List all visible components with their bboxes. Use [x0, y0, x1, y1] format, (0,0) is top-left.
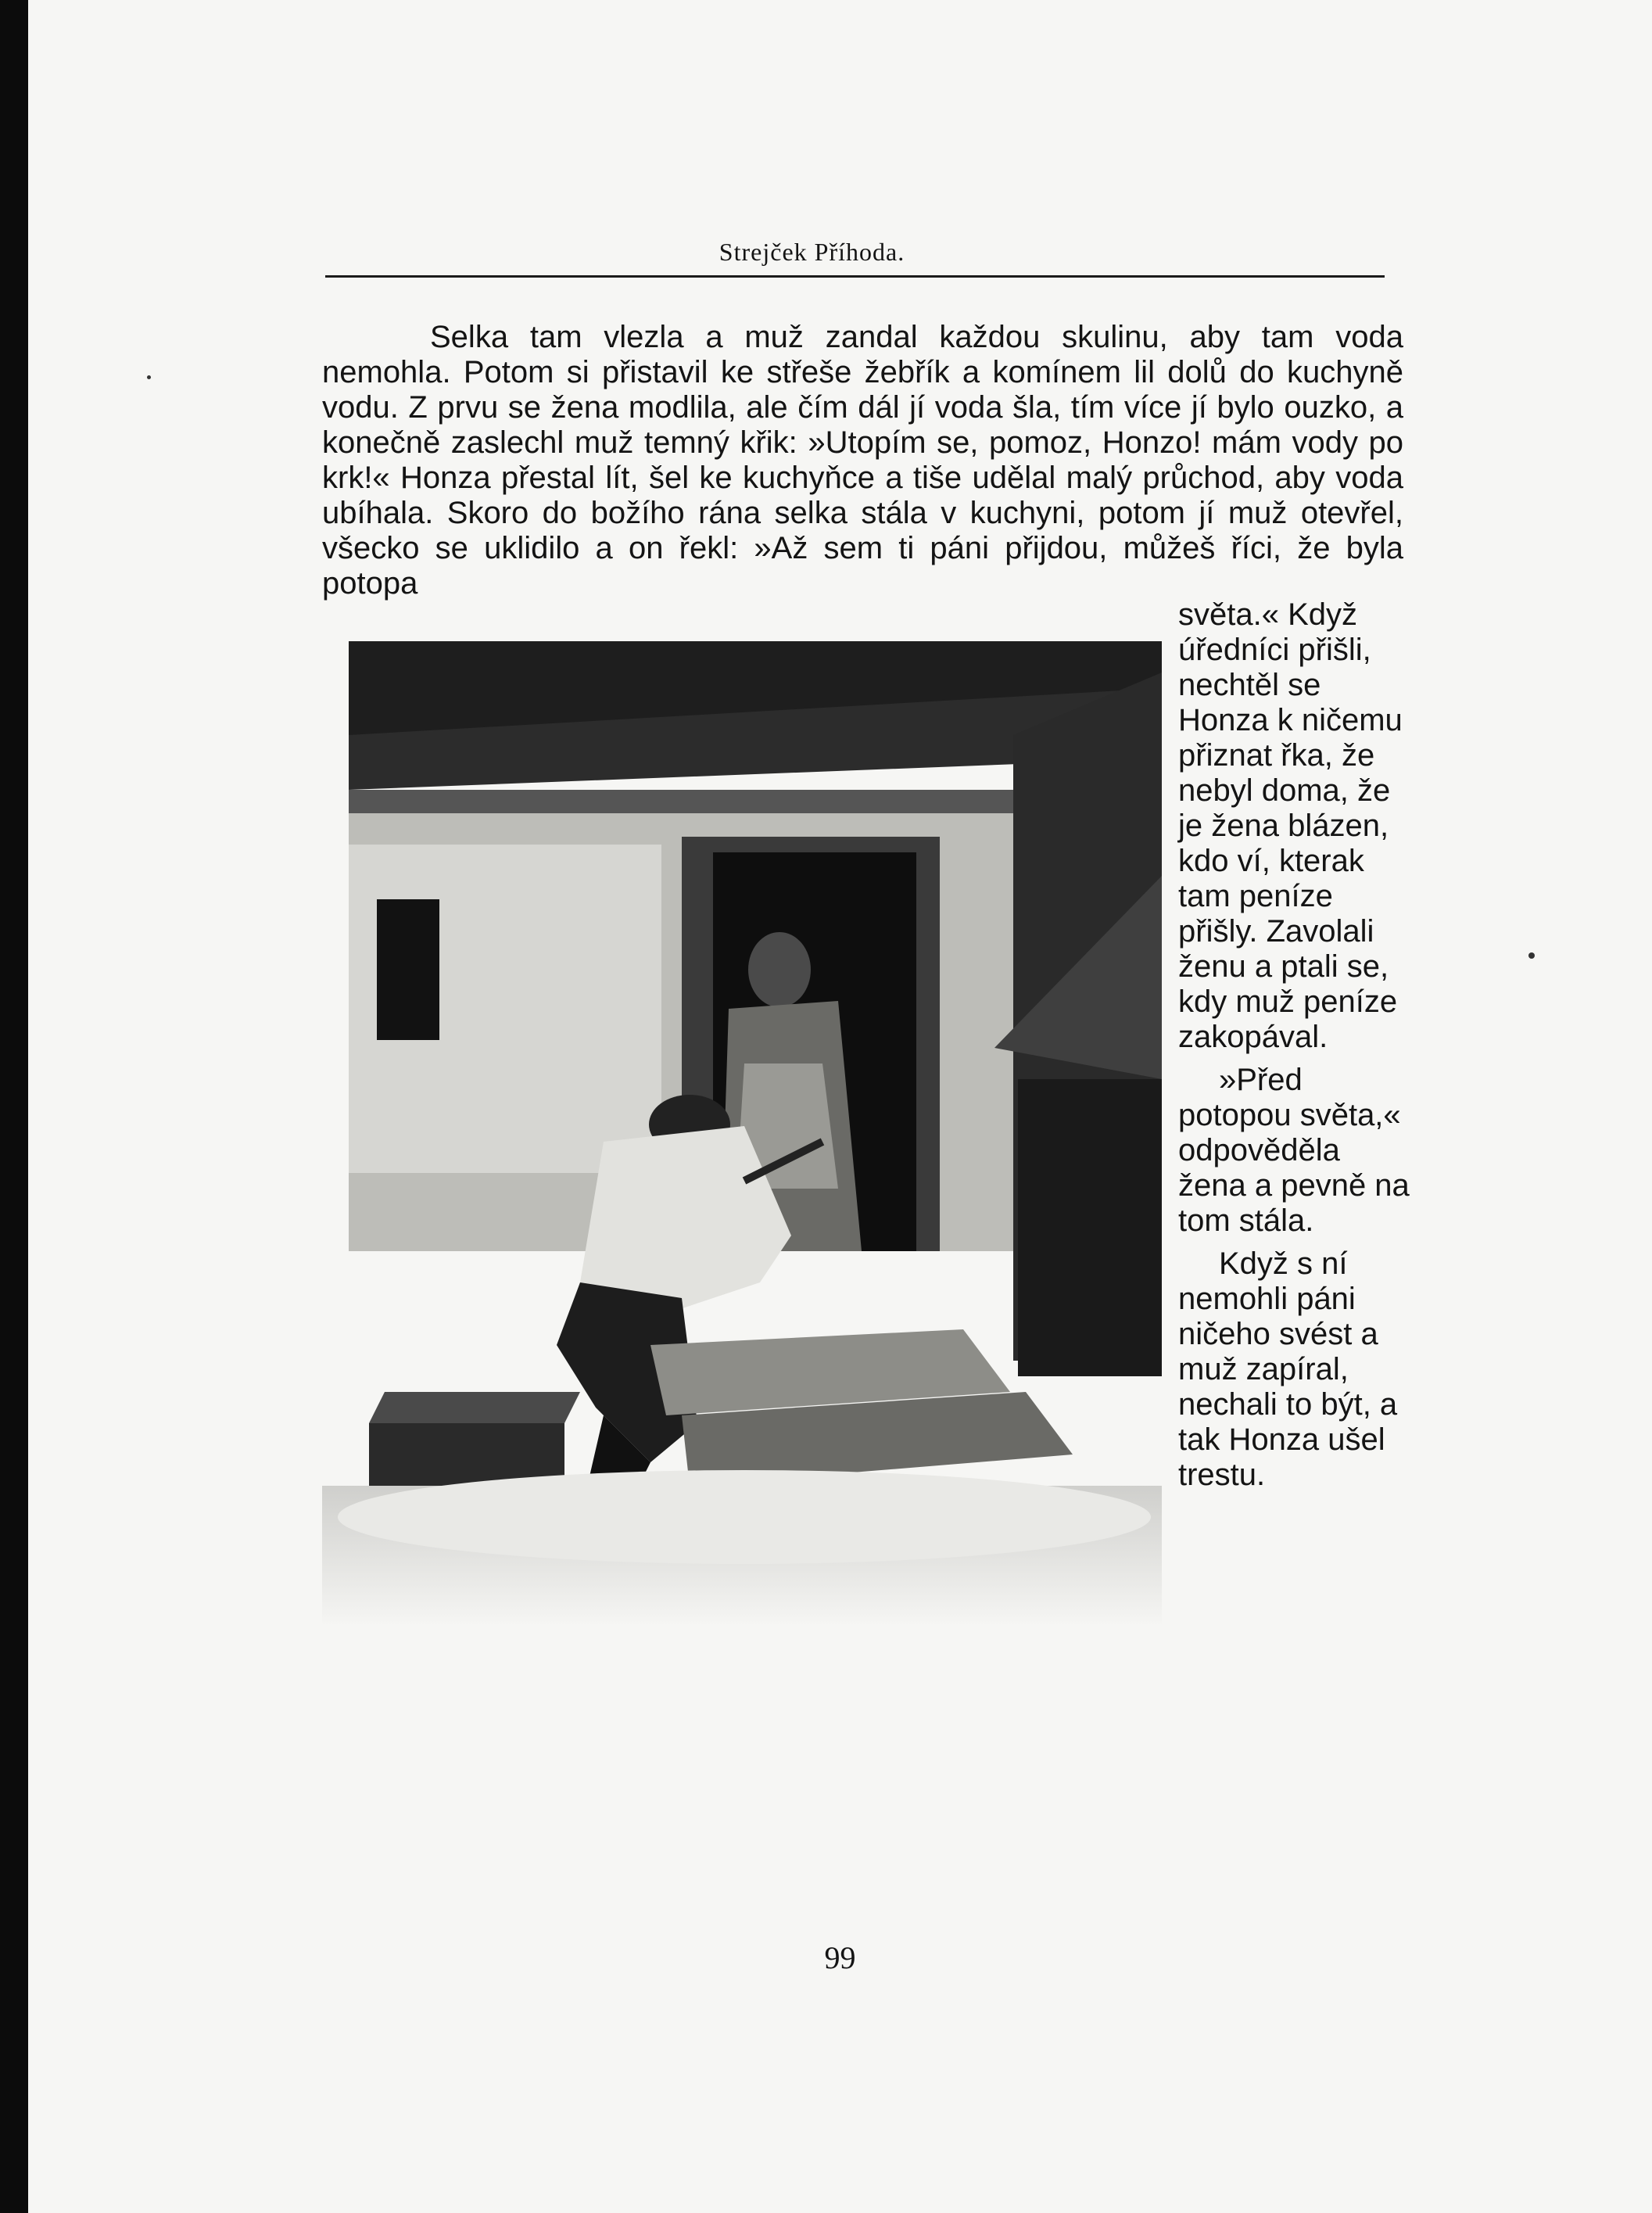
- scan-speck: [147, 375, 151, 379]
- running-head: Strejček Příhoda.: [718, 238, 905, 266]
- illustration: [322, 641, 1162, 1627]
- side-paragraph-3: Když s ní nemohli páni ničeho svést a muž zapíral, nechali to být, a tak Honza ušel trestu.: [1178, 1246, 1398, 1492]
- scan-border: [0, 0, 28, 2213]
- scan-speck: [1528, 952, 1535, 959]
- page-number: 99: [824, 1940, 856, 1975]
- engraving-cottage-scene: [322, 641, 1162, 1627]
- header-rule: [325, 275, 1385, 278]
- main-paragraph: Selka tam vlezla a muž zandal každou skulinu, aby tam voda nemohla. Potom si přistavil ke střeše žebřík a komínem lil dolů do kuchyně vodu. Z prvu se žena modlila, ale čím dál jí voda šla, tím více jí bylo ouzko, a konečně zaslechl muž temný křik: »Utopím se, pomoz, Honzo! mám vody po krk!« Honza přestal lít, šel ke kuchyňce a tiše udělal malý průchod, aby voda ubíhala. Skoro do božího rána selka stála v kuchyni, potom jí muž otevřel, všecko se uklidilo a on řekl: »Až sem ti páni přijdou, můžeš říci, že byla potopa: [322, 320, 1403, 601]
- side-paragraph-2: »Před potopou světa,« odpověděla žena a pevně na tom stála.: [1178, 1063, 1410, 1238]
- side-paragraph-1: světa.« Když úředníci přišli, nechtěl se Honza k ničemu přiznat řka, že nebyl doma, že je žena blázen, kdo ví, kterak tam peníze přišly. Zavolali ženu a ptali se, kdy muž peníze zakopával.: [1178, 597, 1403, 1054]
- book-page: [28, 0, 1652, 2213]
- main-text: [322, 320, 1403, 601]
- side-column: [1178, 597, 1411, 1501]
